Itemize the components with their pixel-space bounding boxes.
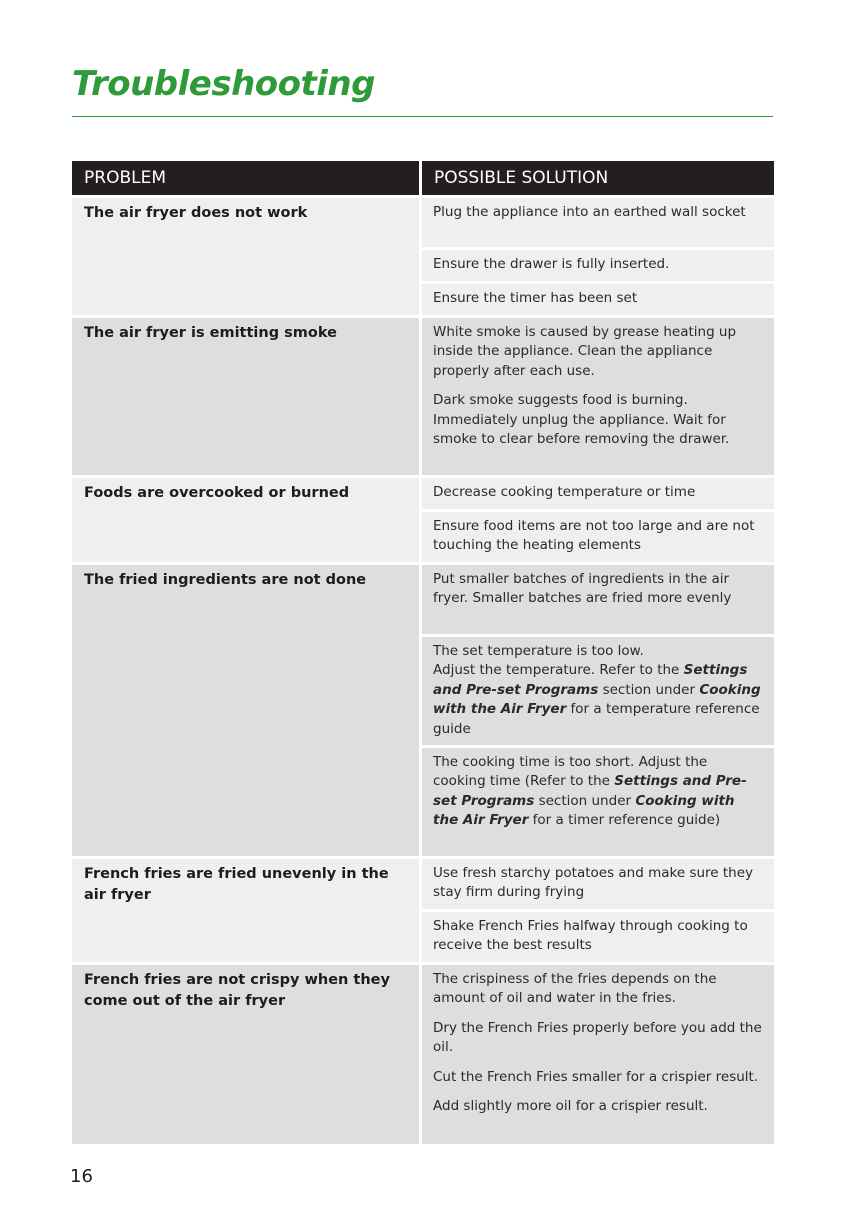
problem-column-header: PROBLEM — [72, 161, 422, 195]
troubleshooting-table — [72, 161, 774, 1144]
solution-cell: Shake French Fries halfway through cooking to receive the best results — [422, 909, 774, 962]
solution-cell: Ensure the timer has been set — [422, 281, 774, 315]
solution-paragraph: The crispiness of the fries depends on the amount of oil and water in the fries. — [433, 971, 717, 1007]
solution-paragraph: Dry the French Fries properly before you add the oil. — [433, 1019, 762, 1056]
solution-cell: Decrease cooking temperature or time — [422, 475, 774, 509]
solution-cell: The cooking time is too short. Adjust the cooking time (Refer to the Settings and Pre-set Programs section under Cooking with the Air Fryer for a timer reference guide) — [422, 745, 774, 856]
table-row — [72, 562, 774, 634]
solution-cell: Ensure food items are not too large and are not touching the heating elements — [422, 509, 774, 562]
solution-paragraph: Cut the French Fries smaller for a crispier result. — [433, 1068, 759, 1085]
table-row — [72, 475, 774, 509]
solution-cell — [422, 962, 774, 1144]
page-title: Troubleshooting — [72, 64, 375, 104]
table-row — [72, 195, 774, 247]
solution-cell: The set temperature is too low. Adjust the temperature. Refer to the Settings and Pre-set Programs section under Cooking with the Air Fryer for a temperature reference guide — [422, 634, 774, 745]
solution-paragraph: Add slightly more oil for a crispier result. — [433, 1098, 708, 1115]
solution-paragraph: White smoke is caused by grease heating up inside the appliance. Clean the appliance properly after each use. — [433, 324, 737, 379]
table-row — [72, 315, 774, 475]
solution-paragraph: Dark smoke suggests food is burning. Immediately unplug the appliance. Wait for smoke to clear before removing the drawer. — [433, 392, 730, 448]
problem-cell: Foods are overcooked or burned — [72, 475, 422, 562]
section-reference: Cooking with the Air Fryer — [433, 792, 735, 829]
page-number: 16 — [70, 1166, 93, 1187]
section-reference: Settings and Pre-set Programs — [433, 662, 748, 698]
problem-cell: French fries are fried unevenly in the air fryer — [72, 856, 422, 962]
solution-cell: Ensure the drawer is fully inserted. — [422, 247, 774, 281]
solution-cell — [422, 315, 774, 475]
table-row — [72, 856, 774, 909]
solution-cell: Plug the appliance into an earthed wall socket — [422, 195, 774, 247]
table-header-row — [72, 161, 774, 195]
problem-cell: The air fryer is emitting smoke — [72, 315, 422, 475]
problem-cell: The air fryer does not work — [72, 195, 422, 315]
solution-column-header: POSSIBLE SOLUTION — [422, 161, 774, 195]
section-reference: Cooking with the Air Fryer — [433, 681, 761, 718]
problem-cell: French fries are not crispy when they come out of the air fryer — [72, 962, 422, 1144]
solution-cell: Put smaller batches of ingredients in the air fryer. Smaller batches are fried more evenly — [422, 562, 774, 634]
solution-cell: Use fresh starchy potatoes and make sure they stay firm during frying — [422, 856, 774, 909]
section-reference: Settings and Pre-set Programs — [433, 773, 747, 809]
table-row — [72, 962, 774, 1144]
problem-cell: The fried ingredients are not done — [72, 562, 422, 856]
title-divider — [72, 116, 773, 117]
